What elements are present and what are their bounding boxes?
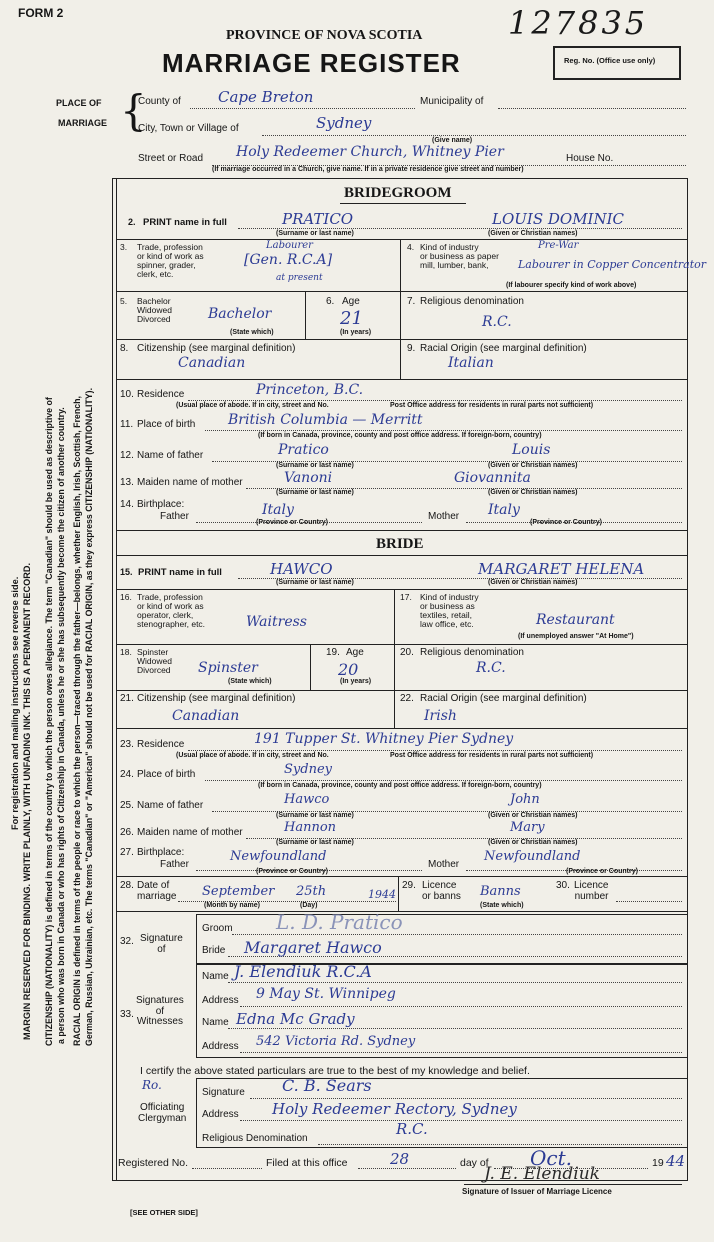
city-line xyxy=(262,135,686,136)
col-divider xyxy=(394,644,395,690)
age-caption: (In years) xyxy=(340,329,372,336)
reg-no-label: Reg. No. (Office use only) xyxy=(564,56,656,65)
bride-religion: R.C. xyxy=(476,660,506,676)
bride-heading: BRIDE xyxy=(376,536,424,552)
f33-l3: Witnesses xyxy=(136,1016,183,1027)
state-caption: (State which) xyxy=(230,329,274,336)
clergy-addr-line xyxy=(240,1120,682,1121)
frame-inner-left xyxy=(116,178,117,1181)
row-divider xyxy=(116,690,688,691)
f9-label: Racial Origin (see marginal definition) xyxy=(420,343,587,354)
f33-l1: Signatures xyxy=(136,995,184,1006)
bride-status: Spinster xyxy=(198,660,258,676)
f6-label: Age xyxy=(342,296,360,307)
state-caption: (State which) xyxy=(228,678,272,685)
residence-caption-b: Post Office address for residents in rural parts not sufficient) xyxy=(390,752,594,759)
w1-name-line xyxy=(228,982,682,983)
f24-num: 24. xyxy=(120,769,134,780)
f10-label: Residence xyxy=(137,389,185,400)
issuer-line xyxy=(464,1184,682,1185)
f28-l1: Date of xyxy=(137,880,170,891)
f29-num: 29. xyxy=(402,880,416,891)
page-title: MARRIAGE REGISTER xyxy=(162,48,461,78)
f12-label: Name of father xyxy=(137,450,204,461)
county-value: Cape Breton xyxy=(218,88,314,106)
margin-text-6: German, Russian, Ukrainian, etc. The terms "Canadian" or "American" should not be used for RACIAL ORIGIN, as they express CITIZENSHIP (NATIONALITY). xyxy=(84,387,94,1046)
col-divider xyxy=(400,239,401,291)
f8-num: 8. xyxy=(120,343,129,354)
filed-label: Filed at this office xyxy=(266,1157,348,1169)
f32-l1: Signature xyxy=(140,933,183,944)
clergy-signature: C. B. Sears xyxy=(282,1076,372,1095)
f3-l1: Trade, profession xyxy=(137,242,203,252)
f27-num: 27. xyxy=(120,847,134,858)
f19-num: 19. xyxy=(326,647,340,658)
street-label: Street or Road xyxy=(138,153,204,164)
f18-l3: Divorced xyxy=(137,664,171,675)
municipality-line xyxy=(498,108,686,109)
residence-caption: (Usual place of abode. If in city, street and No. xyxy=(176,402,329,409)
birth-caption: (If born in Canada, province, county and post office address. If foreign-born, country) xyxy=(258,782,542,789)
f29-l1: Licence xyxy=(422,880,457,891)
f9-num: 9. xyxy=(407,343,416,354)
f28-num: 28. xyxy=(120,880,134,891)
w1-addr-label: Address xyxy=(202,995,239,1006)
bride-mother-given: Mary xyxy=(510,820,545,835)
f17-l4: law office, etc. xyxy=(420,618,474,629)
f13-label: Maiden name of mother xyxy=(137,477,243,488)
f21-label: Citizenship (see marginal definition) xyxy=(137,693,296,704)
col-divider xyxy=(394,589,395,644)
f32-l2: of xyxy=(157,943,166,955)
f8-label: Citizenship (see marginal definition) xyxy=(137,343,296,354)
given-caption: (Given or Christian names) xyxy=(488,489,578,496)
f24-label: Place of birth xyxy=(137,769,196,780)
given-caption: (Given or Christian names) xyxy=(488,462,578,469)
groom-trade-1: Labourer xyxy=(266,240,313,251)
f2-line xyxy=(238,228,682,229)
issuer-caption: Signature of Issuer of Marriage Licence xyxy=(462,1187,612,1196)
w2-addr-label: Address xyxy=(202,1041,239,1052)
groom-sig-label: Groom xyxy=(202,923,233,934)
f24-line xyxy=(205,780,682,781)
bride-mother-surname: Hannon xyxy=(284,820,337,835)
prov-caption: (Province or Country) xyxy=(256,868,328,875)
f27-mother-label: Mother xyxy=(428,859,460,870)
age-caption: (In years) xyxy=(340,678,372,685)
officiating-label xyxy=(138,1103,186,1124)
reg-no-box xyxy=(553,46,681,80)
w1-addr-line xyxy=(240,1006,682,1007)
groom-mother-surname: Vanoni xyxy=(284,470,333,486)
row-divider xyxy=(116,239,688,240)
f11-line xyxy=(205,430,682,431)
city-label: City, Town or Village of xyxy=(138,123,239,134)
row-divider xyxy=(116,728,688,729)
f12-num: 12. xyxy=(120,450,134,461)
margin-text-1: For registration and mailing instructions see reverse side. xyxy=(10,576,20,830)
off-l1: Officiating xyxy=(140,1102,185,1113)
bride-industry: Restaurant xyxy=(536,612,615,628)
groom-trade-3: at present xyxy=(276,273,323,283)
row-divider xyxy=(116,379,688,380)
margin-text-3: CITIZENSHIP (NATIONALITY) is defined in terms of the country to which the person owes allegiance. The term "Canadian" should be used as descriptive of xyxy=(44,397,54,1046)
bride-sig-label: Bride xyxy=(202,945,226,956)
city-value: Sydney xyxy=(316,114,372,132)
f20-num: 20. xyxy=(400,647,414,658)
f23-label: Residence xyxy=(137,739,185,750)
groom-father-surname: Pratico xyxy=(278,442,329,458)
clergy-addr-label: Address xyxy=(202,1109,239,1120)
bride-birthplace: Sydney xyxy=(284,762,332,777)
f16-l2: or kind of work as xyxy=(137,600,204,611)
f30-line xyxy=(616,901,682,902)
f33-label xyxy=(136,996,184,1028)
f14-label: Birthplace: xyxy=(137,499,185,510)
house-no-label: House No. xyxy=(566,153,614,164)
f18-num: 18. xyxy=(120,647,132,657)
col-divider xyxy=(310,644,311,690)
f16-label xyxy=(137,593,205,629)
row-divider xyxy=(116,339,688,340)
bride-father-birth: Newfoundland xyxy=(230,849,327,864)
f4-label xyxy=(420,243,499,270)
banns-value: Banns xyxy=(480,884,521,899)
f10-num: 10. xyxy=(120,389,134,400)
street-value: Holy Redeemer Church, Whitney Pier xyxy=(236,144,504,160)
groom-origin: Italian xyxy=(448,355,494,371)
f14-mother-label: Mother xyxy=(428,511,460,522)
marriage-day: 25th xyxy=(296,884,327,899)
f25-num: 25. xyxy=(120,800,134,811)
f13-num: 13. xyxy=(120,477,134,488)
month-caption: (Month by name) xyxy=(204,902,260,909)
f17-num: 17. xyxy=(400,592,412,602)
f32-label xyxy=(140,934,183,955)
f28-label xyxy=(137,881,176,902)
given-caption: (Given or Christian names) xyxy=(488,579,578,586)
groom-father-given: Louis xyxy=(512,442,551,458)
groom-religion: R.C. xyxy=(482,314,512,330)
f16-l3: operator, clerk, xyxy=(137,609,194,620)
f3-num: 3. xyxy=(120,242,128,252)
f15-num: 15. xyxy=(120,567,133,577)
bride-citizenship: Canadian xyxy=(172,708,240,724)
groom-citizenship: Canadian xyxy=(178,355,246,371)
bride-origin: Irish xyxy=(424,708,457,724)
margin-text-2: MARGIN RESERVED FOR BINDING. WRITE PLAINLY, WITH UNFADING INK. THIS IS A PERMANENT RECORD. xyxy=(22,562,32,1040)
f33-num: 33. xyxy=(120,1009,134,1020)
ro-mark: Ro. xyxy=(142,1078,162,1092)
f5-label xyxy=(137,297,172,324)
margin-text-5: RACIAL ORIGIN is defined in terms of the people or race to which the person—traced through the father—belongs, whether English, Irish, Scottish, French, xyxy=(72,396,82,1046)
clergy-sig-line xyxy=(250,1098,682,1099)
f23-line xyxy=(188,750,682,751)
f16-l1: Trade, profession xyxy=(137,592,203,602)
issuer-signature: J. E. Elendiuk xyxy=(484,1164,600,1184)
witness1-name: J. Elendiuk R.C.A xyxy=(234,962,372,981)
residence-caption: (Usual place of abode. If in city, street and No. xyxy=(176,752,329,759)
f5-l3: Divorced xyxy=(137,313,171,324)
bride-age: 20 xyxy=(338,660,359,679)
witness1-address: 9 May St. Winnipeg xyxy=(256,986,396,1002)
county-line xyxy=(190,108,415,109)
filed-day: 28 xyxy=(390,1150,410,1168)
col-divider xyxy=(398,876,399,911)
marriage-month: September xyxy=(202,884,275,899)
f3-l3: spinner, grader, xyxy=(137,259,196,270)
brace: { xyxy=(120,86,147,135)
bride-father-given: John xyxy=(510,792,540,807)
f11-label: Place of birth xyxy=(137,419,196,430)
f10-line xyxy=(188,400,682,401)
f30-l1: Licence xyxy=(574,880,609,891)
f6-num: 6. xyxy=(326,296,335,307)
denom-label: Religious Denomination xyxy=(202,1133,308,1144)
bride-residence: 191 Tupper St. Whitney Pier Sydney xyxy=(254,731,514,747)
given-caption: (Given or Christian names) xyxy=(488,812,578,819)
surname-caption: (Surname or last name) xyxy=(276,462,354,469)
f2-num: 2. xyxy=(128,217,136,227)
groom-mother-birth: Italy xyxy=(488,502,520,518)
f4-num: 4. xyxy=(407,242,415,252)
residence-caption-b: Post Office address for residents in rural parts not sufficient) xyxy=(390,402,594,409)
w2-addr-line xyxy=(240,1052,682,1053)
f4-l3: mill, lumber, bank, xyxy=(420,259,489,270)
f18-label xyxy=(137,648,172,675)
f5-num: 5. xyxy=(120,296,128,306)
bride-mother-birth: Newfoundland xyxy=(484,849,581,864)
f30-num: 30. xyxy=(556,880,570,891)
groom-signature: L. D. Pratico xyxy=(276,910,403,934)
registered-label: Registered No. xyxy=(118,1157,189,1169)
state-caption: (State which) xyxy=(480,902,524,909)
bride-signature: Margaret Hawco xyxy=(244,938,382,957)
given-caption: (Given or Christian names) xyxy=(488,230,578,237)
col-divider xyxy=(400,291,401,339)
f4-l1: Kind of industry xyxy=(420,242,479,252)
f18-l1: Spinster xyxy=(137,647,169,657)
clergy-denomination: R.C. xyxy=(396,1120,428,1138)
certify-text: I certify the above stated particulars are true to the best of my knowledge and belief. xyxy=(140,1065,530,1077)
f32-num: 32. xyxy=(120,936,134,947)
municipality-label: Municipality of xyxy=(420,96,484,107)
bride-father-surname: Hawco xyxy=(284,792,330,807)
birth-caption: (If born in Canada, province, county and post office address. If foreign-born, country) xyxy=(258,432,542,439)
f3-label xyxy=(137,243,204,279)
row-divider xyxy=(116,644,688,645)
filed-month: Oct. xyxy=(530,1146,572,1170)
f30-label xyxy=(574,881,608,902)
groom-father-birth: Italy xyxy=(262,502,294,518)
f26-label: Maiden name of mother xyxy=(137,827,243,838)
groom-surname: PRATICO xyxy=(282,210,354,228)
col-divider xyxy=(400,339,401,379)
f19-label: Age xyxy=(346,647,364,658)
form-number: FORM 2 xyxy=(18,6,64,20)
f23-num: 23. xyxy=(120,739,134,750)
day-caption: (Day) xyxy=(300,902,318,909)
f16-l4: stenographer, etc. xyxy=(137,618,206,629)
f4-caption: (If labourer specify kind of work above) xyxy=(506,282,637,289)
row-divider xyxy=(116,589,688,590)
f17-l3: textiles, retail, xyxy=(420,609,472,620)
w1-name-label: Name xyxy=(202,971,229,982)
f17-l1: Kind of industry xyxy=(420,592,479,602)
bride-trade: Waitress xyxy=(246,614,307,630)
groom-birthplace: British Columbia — Merritt xyxy=(228,412,423,428)
f33-l2: of xyxy=(155,1005,165,1017)
f22-num: 22. xyxy=(400,693,414,704)
denom-line xyxy=(318,1144,682,1145)
groom-industry-2: Labourer in Copper Concentrator xyxy=(518,258,707,271)
f4-l2: or business as paper xyxy=(420,250,499,261)
f14-father-label: Father xyxy=(160,511,189,522)
bridegroom-heading: BRIDEGROOM xyxy=(344,185,452,201)
give-name-caption: (Give name) xyxy=(432,137,473,144)
day-of-label: day of xyxy=(460,1157,489,1169)
f17-label xyxy=(420,593,479,629)
w2-name-line xyxy=(228,1028,682,1029)
groom-sig-line xyxy=(232,934,682,935)
section-divider xyxy=(116,530,688,531)
f7-label: Religious denomination xyxy=(420,296,524,307)
county-label: County of xyxy=(138,96,181,107)
f16-num: 16. xyxy=(120,592,132,602)
year-prefix: 19 xyxy=(652,1157,664,1169)
f29-l2: or banns xyxy=(422,890,461,902)
row-divider xyxy=(116,291,688,292)
col-divider xyxy=(394,690,395,728)
marriage-label: MARRIAGE xyxy=(58,118,107,128)
f17-l2: or business as xyxy=(420,600,475,611)
f26-num: 26. xyxy=(120,827,134,838)
witness2-address: 542 Victoria Rd. Sydney xyxy=(256,1034,416,1049)
row-divider xyxy=(116,876,688,877)
f2-label: PRINT name in full xyxy=(143,217,227,228)
bridegroom-underline xyxy=(340,203,466,204)
marriage-year: 1944 xyxy=(368,888,396,901)
prov-caption: (Province or Country) xyxy=(256,519,328,526)
filed-year: 44 xyxy=(666,1152,686,1170)
f15-label: PRINT name in full xyxy=(138,567,222,578)
surname-caption: (Surname or last name) xyxy=(276,839,354,846)
w2-name-label: Name xyxy=(202,1017,229,1028)
f29-label xyxy=(422,881,461,902)
f28-l2: marriage xyxy=(137,890,177,902)
surname-caption: (Surname or last name) xyxy=(276,489,354,496)
place-of-label: PLACE OF xyxy=(56,98,102,108)
f11-num: 11. xyxy=(120,419,134,430)
f5-l1: Bachelor xyxy=(137,296,171,306)
groom-status: Bachelor xyxy=(208,306,272,322)
f17-caption: (If unemployed answer "At Home") xyxy=(518,633,634,640)
surname-caption: (Surname or last name) xyxy=(276,230,354,237)
f3-l2: or kind of work as xyxy=(137,250,204,261)
f30-l2: number xyxy=(574,890,609,902)
clergy-address: Holy Redeemer Rectory, Sydney xyxy=(272,1100,517,1118)
bride-surname: HAWCO xyxy=(270,560,333,578)
f27-father-label: Father xyxy=(160,859,189,870)
surname-caption: (Surname or last name) xyxy=(276,812,354,819)
f20-label: Religious denomination xyxy=(420,647,524,658)
f27-label: Birthplace: xyxy=(137,847,185,858)
place-note: (If marriage occurred in a Church, give name. If in a private residence give street and number) xyxy=(212,166,524,173)
groom-mother-given: Giovannita xyxy=(454,470,531,486)
f22-label: Racial Origin (see marginal definition) xyxy=(420,693,587,704)
off-l2: Clergyman xyxy=(138,1112,187,1124)
section-divider xyxy=(116,555,688,556)
margin-text-4: a person who was born in Canada or who has rights of Citizenship in Canada, unless he or she has subsequently become the citizen of another country. xyxy=(56,407,66,1044)
registration-number: 127835 xyxy=(508,4,649,42)
prov-caption: (Province or Country) xyxy=(566,868,638,875)
groom-age: 21 xyxy=(340,308,363,329)
clergy-sig-label: Signature xyxy=(202,1087,245,1098)
groom-industry-1: Pre-War xyxy=(538,240,579,251)
f5-l2: Widowed xyxy=(137,304,172,315)
col-divider xyxy=(305,291,306,339)
registered-line xyxy=(192,1168,262,1169)
groom-given-names: LOUIS DOMINIC xyxy=(492,210,625,228)
groom-trade-2: [Gen. R.C.A] xyxy=(244,252,333,268)
f18-l2: Widowed xyxy=(137,655,172,666)
bride-given-names: MARGARET HELENA xyxy=(478,560,645,578)
f3-l4: clerk, etc. xyxy=(137,268,174,279)
filed-line xyxy=(358,1168,456,1169)
witness2-name: Edna Mc Grady xyxy=(236,1010,355,1028)
see-other-side: [SEE OTHER SIDE] xyxy=(130,1208,198,1217)
f14-num: 14. xyxy=(120,499,134,510)
given-caption: (Given or Christian names) xyxy=(488,839,578,846)
f21-num: 21. xyxy=(120,693,134,704)
groom-residence: Princeton, B.C. xyxy=(256,382,364,398)
f25-label: Name of father xyxy=(137,800,204,811)
province-heading: PROVINCE OF NOVA SCOTIA xyxy=(226,28,423,43)
surname-caption: (Surname or last name) xyxy=(276,579,354,586)
prov-caption: (Province or Country) xyxy=(530,519,602,526)
f7-num: 7. xyxy=(407,296,416,307)
